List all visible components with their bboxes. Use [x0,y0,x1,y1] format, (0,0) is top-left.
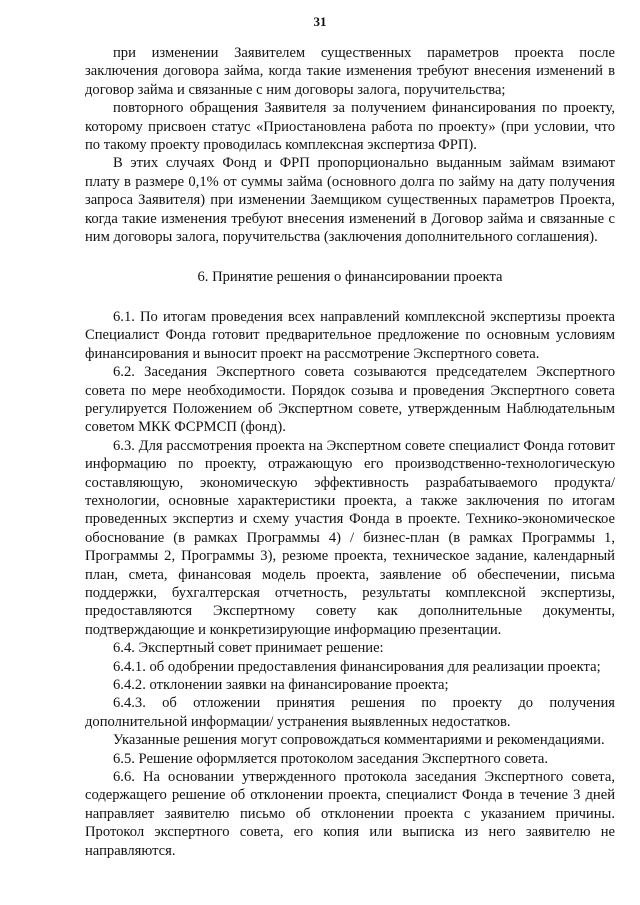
paragraph-6-1: 6.1. По итогам проведения всех направлений комплексной экспертизы проекта Специалист Фонда готовит предварительное предложение по основным условиям финансирования и выносит проект на рассмотрение Экспертного совета. [85,308,615,362]
paragraph-6-3: 6.3. Для рассмотрения проекта на Экспертном совете специалист Фонда готовит информацию по проекту, отражающую его производственно-технологическую составляющую, экономическую эффективность разрабатываемого продукта/технологии, основные характеристики проекта, а также заключения по итогам проведенных экспертиз и схему участия Фонда в проекте. Технико-экономическое обоснование (в рамках Программы 4) / бизнес-план (в рамках Программы 1, Программы 2, Программы 3), резюме проекта, техническое задание, календарный план, смета, финансовая модель проекта, заявление об обеспечении, письма поддержки, бухгалтерская отчетность, результаты комплексной экспертизы, предоставляются Экспертному совету как дополнительные документы, подтверждающие и конкретизирующие информацию презентации. [85,437,615,638]
paragraph: при изменении Заявителем существенных параметров проекта после заключения договора займа, когда такие изменения требуют внесения изменений в договор займа и связанные с ним договоры залога, поручительства; [85,45,615,98]
paragraph-6-4-3: 6.4.3. об отложении принятия решения по проекту до получения дополнительной информации/ устранения выявленных недостатков. [85,695,615,730]
paragraph: В этих случаях Фонд и ФРП пропорционально выданным займам взимают плату в размере 0,1% от суммы займа (основного долга по займу на дату получения запроса Заявителя) при изменении Заемщиком существенных параметров Проекта, когда такие изменения требуют внесения изменений в Договор займа и связанные с ним договоры залога, поручительства (заключения дополнительного соглашения). [85,155,615,246]
paragraph-6-6: 6.6. На основании утвержденного протокола заседания Экспертного совета, содержащего решение об отклонении проекта, специалист Фонда в течение 3 дней направляет заявителю письмо об отклонении проекта с указанием причины. Протокол экспертного совета, его копия или выписка из него заявителю не направляются. [85,769,615,859]
paragraph-6-4: 6.4. Экспертный совет принимает решение: [113,640,384,657]
paragraph: повторного обращения Заявителя за получением финансирования по проекту, которому присвоен статус «Приостановлена работа по проекту» (при условии, что по такому проекту проводилась комплексная экспертиза ФРП). [85,100,615,154]
paragraph-6-4-1: 6.4.1. об одобрении предоставления финансирования для реализации проекта; [113,658,601,675]
paragraph-6-2: 6.2. Заседания Экспертного совета созываются председателем Экспертного совета по мере необходимости. Порядок созыва и проведения Экспертного совета регулируется Положением об Экспертном совете, утвержденным Наблюдательным советом МКК ФСРМСП (фонд). [85,364,615,436]
document-body [85,44,615,860]
paragraph-6-4-2: 6.4.2. отклонении заявки на финансирование проекта; [113,677,449,693]
section-heading: 6. Принятие решения о финансировании проекта [197,269,503,286]
paragraph-6-5: 6.5. Решение оформляется протоколом заседания Экспертного совета. [113,750,549,767]
page-number: 31 [313,14,327,29]
paragraph-comments: Указанные решения могут сопровождаться комментариями и рекомендациями. [113,732,605,749]
